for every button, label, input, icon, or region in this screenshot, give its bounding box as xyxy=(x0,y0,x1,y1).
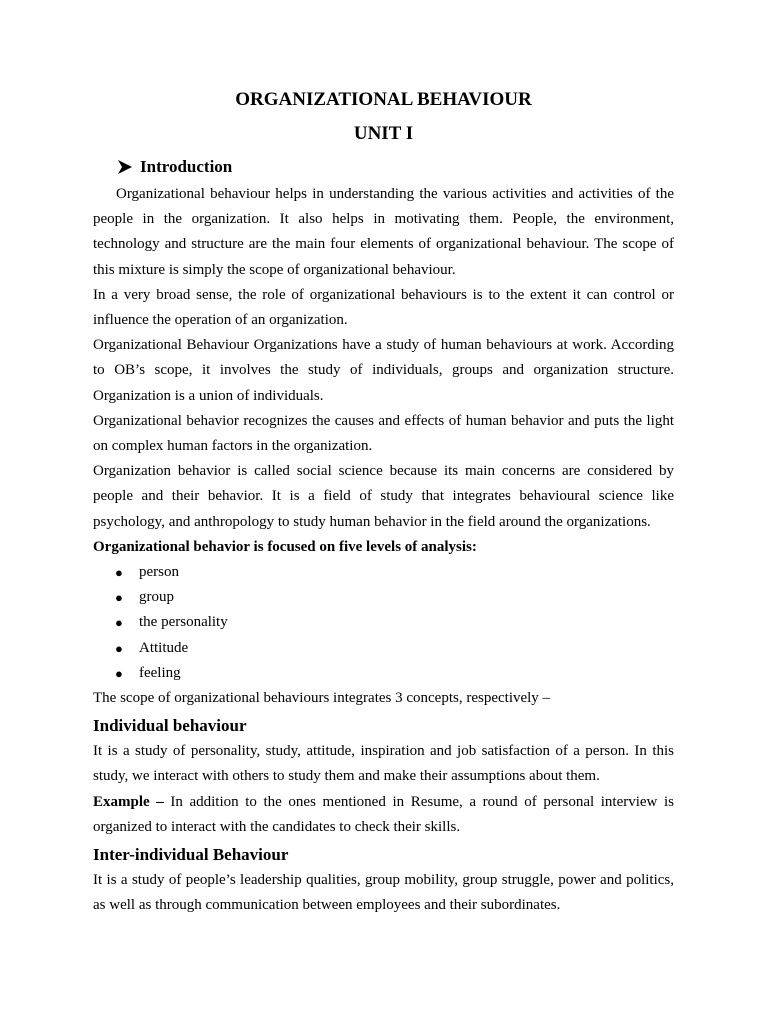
introduction-heading-text: Introduction xyxy=(140,157,233,176)
levels-heading: Organizational behavior is focused on five levels of analysis: xyxy=(93,538,477,555)
levels-list xyxy=(93,560,674,686)
inter-individual-behaviour-heading: Inter-individual Behaviour xyxy=(93,845,289,865)
list-item-text: group xyxy=(139,589,174,606)
bullet-icon: ● xyxy=(115,665,123,681)
introduction-heading xyxy=(117,156,674,178)
intro-paragraph-4: Organizational behavior recognizes the causes and effects of human behavior and puts the light on complex human factors in the organization. xyxy=(93,412,674,455)
list-item-text: Attitude xyxy=(139,639,189,656)
list-item-text: feeling xyxy=(139,664,181,681)
inter-individual-behaviour-text: It is a study of people’s leadership qualities, group mobility, group struggle, power and politics, as well as through communication between employees and their subordinates. xyxy=(93,872,674,914)
intro-paragraph-2: In a very broad sense, the role of organizational behaviours is to the extent it can control or influence the operation of an organization. xyxy=(93,286,674,329)
list-item-text: person xyxy=(139,564,179,581)
bullet-icon: ● xyxy=(115,590,123,606)
intro-paragraph-3: Organizational Behaviour Organizations have a study of human behaviours at work. According to OB’s scope, it involves the study of individuals, groups and organization structure. Organization is a union of individuals. xyxy=(93,337,674,404)
individual-behaviour-heading: Individual behaviour xyxy=(93,716,247,736)
list-item-text: the personality xyxy=(139,614,228,631)
bullet-icon: ● xyxy=(115,640,123,656)
intro-paragraph-1: Organizational behaviour helps in understanding the various activities and activities of the people in the organization. It also helps in motivating them. People, the environment, technology and structure are the main four elements of organizational behaviour. The scope of this mixture is simply the scope of organizational behaviour. xyxy=(93,186,674,278)
arrow-bullet-icon xyxy=(117,159,133,175)
list-item xyxy=(115,610,674,635)
bullet-icon: ● xyxy=(115,615,123,631)
intro-paragraph-5: Organization behavior is called social science because its main concerns are considered by people and their behavior. It is a field of study that integrates behavioural science like psychology, and anthropology to study human behavior in the field around the organizations. xyxy=(93,463,674,530)
list-item xyxy=(115,560,674,585)
example-paragraph xyxy=(93,790,674,840)
scope-line: The scope of organizational behaviours integrates 3 concepts, respectively – xyxy=(93,690,551,707)
list-item xyxy=(115,585,674,610)
document-title: ORGANIZATIONAL BEHAVIOUR xyxy=(235,89,532,110)
unit-label: UNIT I xyxy=(353,123,414,144)
example-text: In addition to the ones mentioned in Resume, a round of personal interview is organized to interact with the candidates to check their skills. xyxy=(93,793,674,835)
list-item xyxy=(115,636,674,661)
list-item xyxy=(115,661,674,686)
bullet-icon: ● xyxy=(115,565,123,581)
individual-behaviour-text: It is a study of personality, study, attitude, inspiration and job satisfaction of a person. In this study, we interact with others to study them and make their assumptions about them. xyxy=(93,743,674,785)
example-label: Example – xyxy=(93,793,164,810)
